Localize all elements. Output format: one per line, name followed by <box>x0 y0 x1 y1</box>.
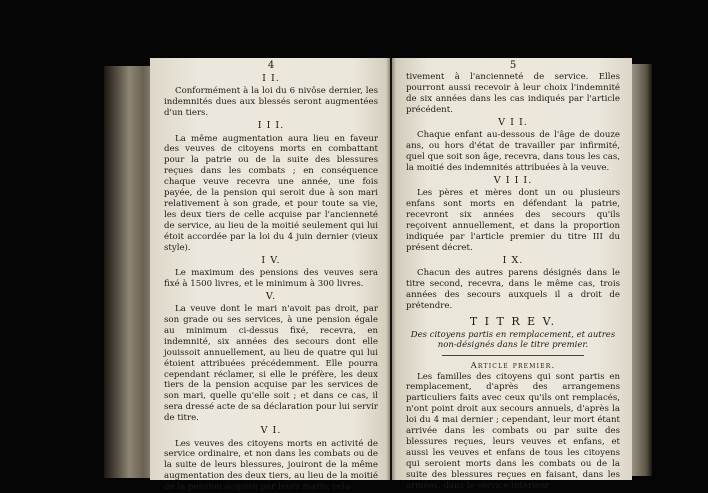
paragraph: Conformément à la loi du 6 nivôse dernier, les indemnités dues aux blessés seront augmentées d'un tiers. <box>164 86 378 119</box>
paragraph: Le maximum des pensions des veuves sera fixé à 1500 livres, et le minimum à 300 livres. <box>164 268 378 290</box>
paragraph: Les veuves des citoyens morts en activité de service ordinaire, et non dans les combats ou de la suite de leurs blessures, jouiront de la même augmentation des deux tiers, au lieu de la moitié de la pension acquise par leurs maris, rela- <box>164 439 378 493</box>
section-heading: V I. <box>164 425 378 437</box>
paragraph: Les familles des citoyens qui sont partis en remplacement, d'après des arrangemens particuliers faits avec ceux qu'ils ont remplacés, n'ont point droit aux secours annuels, d'après la loi du 4 mai dernier ; cependant, leur mort étant arrivée dans les combats ou par suite des blessures reçues, leurs veuves et enfans, et aussi les veuves et enfans de tous les citoyens qui seroient morts dans les combats ou de la suite des blessures reçues en faisant, dans les armées, dans le service intérieur <box>406 372 620 492</box>
section-heading: V I I. <box>406 117 620 129</box>
left-page-number: 4 <box>164 60 378 72</box>
right-page <box>392 58 632 480</box>
section-heading: I V. <box>164 255 378 267</box>
section-heading: I I I. <box>164 120 378 132</box>
paragraph: Chaque enfant au-dessous de l'âge de douze ans, ou hors d'état de travailler par infirmité, quel que soit son âge, recevra, dans tous les cas, la moitié des indemnités attribuées à la veuve. <box>406 130 620 174</box>
paragraph-continued: tivement à l'ancienneté de service. Elles pourront aussi recevoir à leur choix l'indemnité de six années dans les cas indiqués par l'article précédent. <box>406 72 620 116</box>
section-heading: I I. <box>164 73 378 85</box>
section-heading: V. <box>164 291 378 303</box>
paragraph: Chacun des autres parens désignés dans le titre second, recevra, dans le même cas, trois années des secours auxquels il a droit de prétendre. <box>406 268 620 312</box>
divider <box>442 355 583 356</box>
article-heading: Article premier. <box>406 359 620 371</box>
right-page-text <box>406 58 620 492</box>
left-page-text <box>164 58 378 493</box>
paragraph: Les pères et mères dont un ou plusieurs enfans sont morts en défendant la patrie, recevront six années des secours qu'ils reçoivent annuellement, et dans la proportion indiquée par l'article premier du titre III du présent décret. <box>406 188 620 253</box>
section-heading: I X. <box>406 255 620 267</box>
right-page-number: 5 <box>406 60 620 72</box>
book-gutter <box>386 58 396 480</box>
title-subheading: Des citoyens partis en remplacement, et autres non-désignés dans le titre premier. <box>406 330 620 351</box>
title-heading: T I T R E V. <box>406 315 620 329</box>
paragraph: La même augmentation aura lieu en faveur des veuves de citoyens morts en combattant pour la patrie ou de la suite des blessures reçues dans les combats ; en conséquence chaque veuve recevra une année, une fois payée, de la pension qui seroit due à son mari relativement à son grade, et pour toute sa vie, les deux tiers de celle acquise par l'ancienneté de service, au lieu de la moitié seulement qui lui étoit accordée par la loi du 4 juin dernier (vieux style). <box>164 134 378 254</box>
section-heading: V I I I. <box>406 175 620 187</box>
paragraph: La veuve dont le mari n'avoit pas droit, par son grade ou ses services, à une pension égale au minimum ci-dessus fixé, recevra, en indemnité, six années des secours dont elle jouissoit annuellement, au lieu de quatre qui lui étoient attribuées précédemment. Elle pourra cependant réclamer, si elle le préfère, les deux tiers de la pension acquise par les services de son mari, quelle qu'elle soit ; et dans ce cas, il sera dressé acte de sa déclaration pour lui servir de titre. <box>164 304 378 424</box>
left-page <box>150 58 390 480</box>
